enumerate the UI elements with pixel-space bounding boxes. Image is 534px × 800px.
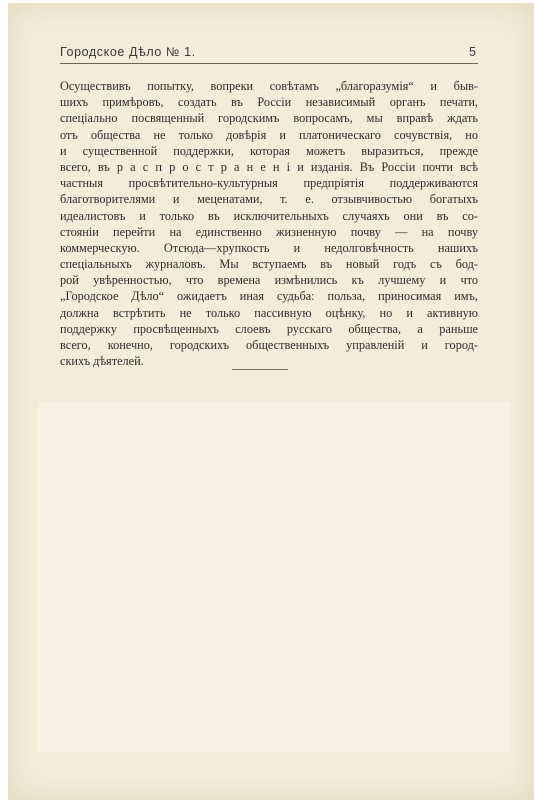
text-line: Осуществивъ попытку, вопреки совѣтамъ „благоразумія“ и быв-	[60, 79, 478, 93]
text-line: всего, въ р а с п р о с т р а н е н і и изданія. Въ Россіи почти всѣ	[60, 159, 478, 174]
text-line: шихъ примѣровъ, создать въ Россіи независимый органъ печати,	[60, 95, 478, 110]
text-line: коммерческую. Отсюда—хрупкость и недолговѣчность нашихъ	[60, 240, 478, 255]
text-line: идеалистовъ и только въ исключительныхъ случаяхъ они въ со-	[60, 208, 478, 223]
text-line: благотворителями и меценатами, т. е. отзывчивостью богатыхъ	[60, 192, 478, 207]
text-line: частныя просвѣтительно-культурныя предпріятія поддерживаются	[60, 176, 478, 191]
text-line: и существенной поддержки, которая можетъ выразиться, прежде	[60, 143, 478, 158]
text-line: всего, конечно, городскихъ общественныхъ управленій и город-	[60, 338, 478, 352]
text-line: скихъ дѣятелей.	[60, 354, 144, 369]
body-paragraph	[60, 78, 478, 369]
text-line: поддержку просвѣщенныхъ слоевъ русскаго общества, а раньше	[60, 321, 478, 336]
text-line: „Городское Дѣло“ ожидаетъ иная судьба: польза, приносимая имъ,	[60, 289, 478, 304]
text-line: спеціальныхъ журналовъ. Мы вступаемъ въ новый годъ съ бод-	[60, 257, 478, 272]
blank-area	[37, 402, 510, 752]
text-line: отъ общества не только довѣрія и платоническаго сочувствія, но	[60, 127, 478, 142]
section-divider	[232, 369, 288, 370]
text-line: спеціально посвященный городскимъ вопросамъ, мы вправѣ ждать	[60, 111, 478, 126]
journal-title: Городское Дѣло № 1.	[60, 45, 196, 59]
page-header	[60, 43, 478, 64]
page-number: 5	[469, 45, 476, 59]
text-line: рой увѣренностью, что времена измѣнились къ лучшему и что	[60, 273, 478, 288]
text-line: стояніи перейти на единственно жизненную почву — на почву	[60, 224, 478, 239]
text-line: должна встрѣтить не только пассивную оцѣнку, но и активную	[60, 305, 478, 320]
